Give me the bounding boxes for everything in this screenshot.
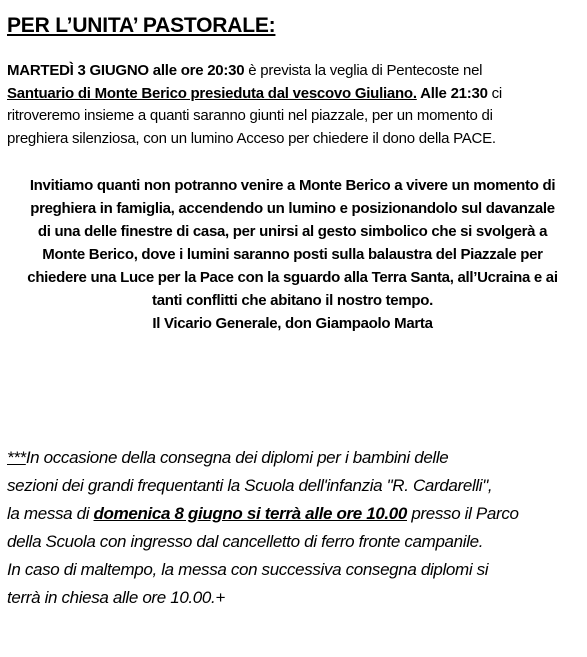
- vigil-date: MARTEDÌ 3 GIUGNO: [7, 62, 149, 79]
- vigil-line-1: [7, 60, 581, 83]
- vigil-place: Santuario di Monte Berico presieduta dal vescovo Giuliano.: [7, 84, 417, 102]
- signature-line: Il Vicario Generale, don Giampaolo Marta: [152, 315, 433, 332]
- notice-line-1-rest: In occasione della consegna dei diplomi per i bambini delle: [25, 448, 449, 467]
- vigil-time-prefix: alle ore: [148, 62, 208, 79]
- notice-line-1: [7, 444, 581, 472]
- vigil-line-1-rest: è prevista la veglia di Pentecoste nel: [244, 62, 483, 79]
- page-title: PER L’UNITA’ PASTORALE:: [7, 14, 276, 37]
- notice-line-5: In caso di maltempo, la messa con successiva consegna diplomi si: [7, 560, 489, 579]
- notice-line-3-pre: la messa di: [7, 504, 94, 523]
- invitation-line: chiedere una Luce per la Pace con la sguardo alla Terra Santa, all’Ucraina e ai: [27, 269, 558, 286]
- vigil-line-3: ritroveremo insieme a quanti saranno giunti nel piazzale, per un momento di: [7, 107, 493, 124]
- mass-date-time: domenica 8 giugno si terrà alle ore 10.00: [93, 504, 408, 523]
- invitation-line: tanti conflitti che abitano il nostro tempo.: [152, 292, 433, 309]
- notice-line-4: della Scuola con ingresso dal cancelletto di ferro fronte campanile.: [7, 532, 484, 551]
- vigil-line-2-rest: ci: [487, 84, 502, 102]
- vigil-time: 20:30: [207, 62, 245, 79]
- invitation-line: preghiera in famiglia, accendendo un lumino e posizionandolo sul davanzale: [30, 200, 555, 217]
- vigil-line-2: [7, 83, 581, 106]
- invitation-line: di una delle finestre di casa, per unirsi al gesto simbolico che si svolgerà a: [37, 223, 548, 240]
- notice-line-6: terrà in chiesa alle ore 10.00.+: [7, 588, 225, 607]
- notice-line-3: [7, 500, 581, 528]
- invitation-line: Monte Berico, dove i lumini saranno posti sulla balaustra del Piazzale per: [42, 246, 543, 263]
- vigil-announcement: [7, 60, 581, 150]
- diploma-mass-notice: [7, 444, 581, 612]
- vigil-line-4: preghiera silenziosa, con un lumino Acceso per chiedere il dono della PACE.: [7, 129, 496, 147]
- gathering-time: 21:30: [450, 84, 488, 102]
- notice-line-3-post: presso il Parco: [407, 504, 519, 523]
- prayer-invitation: [4, 174, 581, 335]
- invitation-line: Invitiamo quanti non potranno venire a Monte Berico a vivere un momento di: [29, 177, 556, 194]
- gathering-time-prefix: Alle: [416, 84, 451, 102]
- asterisks: ***: [7, 448, 26, 467]
- notice-line-2: sezioni dei grandi frequentanti la Scuola dell'infanzia "R. Cardarelli",: [7, 476, 493, 495]
